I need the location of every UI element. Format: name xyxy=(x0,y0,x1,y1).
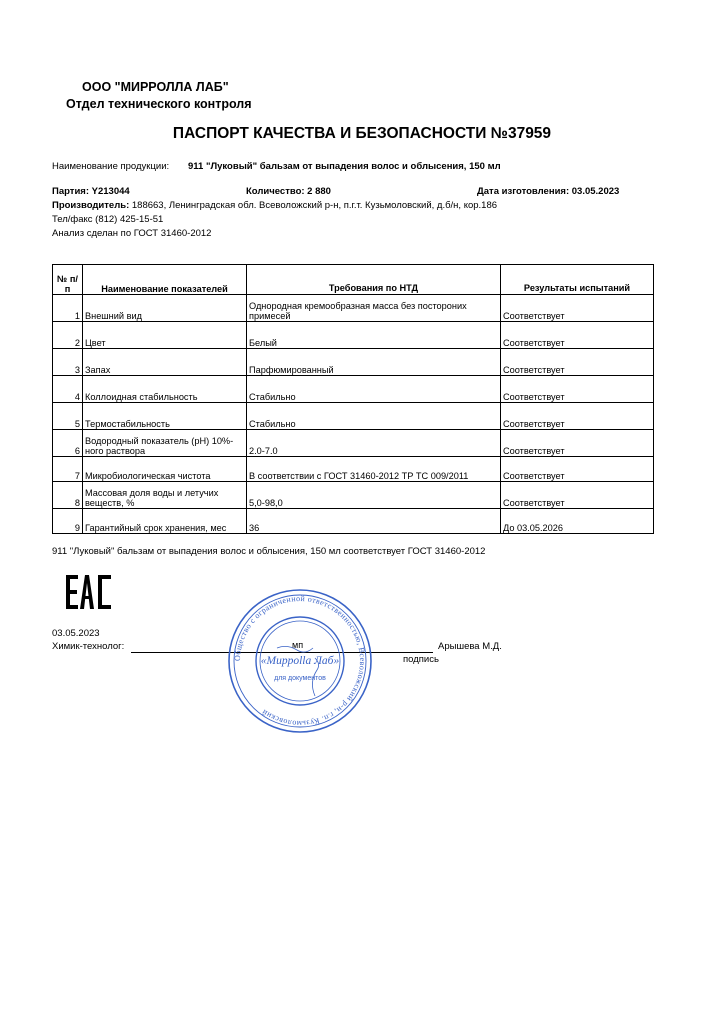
eac-mark-icon xyxy=(66,575,112,609)
manufacturer-address: 188663, Ленинградская обл. Всеволожский р-н, п.г.т. Кузьмоловский, д.б/н, кор.186 xyxy=(131,200,498,211)
row-result: Соответствует xyxy=(501,482,654,509)
row-num: 6 xyxy=(53,430,83,457)
table-row xyxy=(53,430,654,457)
row-result: Соответствует xyxy=(501,403,654,430)
row-num: 1 xyxy=(53,295,83,322)
row-result: Соответствует xyxy=(501,376,654,403)
row-requirement: Однородная кремообразная масса без посторониx примесей xyxy=(247,295,501,322)
stamp-place-label: мп xyxy=(292,640,304,650)
row-num: 5 xyxy=(53,403,83,430)
row-result: Соответствует xyxy=(501,322,654,349)
row-requirement: 2.0-7.0 xyxy=(247,430,501,457)
quantity-field xyxy=(246,186,331,197)
row-result: Соответствует xyxy=(501,295,654,322)
table-header-row xyxy=(53,265,654,295)
row-num: 3 xyxy=(53,349,83,376)
table-row xyxy=(53,457,654,482)
batch-field xyxy=(52,186,130,197)
row-result: Соответствует xyxy=(501,430,654,457)
header-results: Результаты испытаний xyxy=(501,265,654,295)
row-name: Запах xyxy=(83,349,247,376)
svg-text:Общество с ограниченной ответс: Общество с ограниченной ответственностью, Всеволожский р-н, г.п. Кузьмоловский xyxy=(232,593,368,729)
manufacture-date-value: 03.05.2023 xyxy=(571,186,620,197)
manufacture-date-label: Дата изготовления: xyxy=(477,186,570,197)
header-requirements: Требования по НТД xyxy=(247,265,501,295)
signature-date: 03.05.2023 xyxy=(52,628,100,639)
row-name: Термостабильность xyxy=(83,403,247,430)
row-num: 4 xyxy=(53,376,83,403)
batch-label: Партия: xyxy=(52,186,89,197)
table-row xyxy=(53,482,654,509)
product-value: 911 "Луковый" бальзам от выпадения волос и облысения, 150 мл xyxy=(188,161,501,172)
row-num: 8 xyxy=(53,482,83,509)
row-requirement: 36 xyxy=(247,509,501,534)
row-num: 7 xyxy=(53,457,83,482)
row-requirement: Белый xyxy=(247,322,501,349)
row-requirement: Стабильно xyxy=(247,403,501,430)
product-label: Наименование продукции: xyxy=(52,161,170,172)
quality-table xyxy=(52,264,654,534)
analysis-standard: Анализ сделан по ГОСТ 31460-2012 xyxy=(52,228,212,239)
manufacturer-line xyxy=(52,200,497,211)
table-row xyxy=(53,322,654,349)
table-row xyxy=(53,349,654,376)
row-num: 9 xyxy=(53,509,83,534)
header-num: № п/п xyxy=(53,265,83,295)
conclusion-text: 911 "Луковый" бальзам от выпадения волос и облысения, 150 мл соответствует ГОСТ 31460-2012 xyxy=(52,546,486,557)
stamp-center-text: «Миррolla Лаб» xyxy=(260,655,340,667)
manufacturer-label: Производитель: xyxy=(52,200,130,211)
row-name: Внешний вид xyxy=(83,295,247,322)
row-num: 2 xyxy=(53,322,83,349)
signature-caption: подпись xyxy=(403,654,439,665)
row-name: Гарантийный срок хранения, мес xyxy=(83,509,247,534)
row-result: До 03.05.2026 xyxy=(501,509,654,534)
table-row xyxy=(53,403,654,430)
row-requirement: 5,0-98,0 xyxy=(247,482,501,509)
table-row xyxy=(53,295,654,322)
row-name: Водородный показатель (pH) 10%-ного раствора xyxy=(83,430,247,457)
row-requirement: В соответствии с ГОСТ 31460-2012 ТР ТС 009/2011 xyxy=(247,457,501,482)
phone-line: Тел/факс (812) 425-15-51 xyxy=(52,214,164,225)
batch-value: Y213044 xyxy=(91,186,130,197)
stamp-sub-text: для документов xyxy=(274,675,326,682)
company-stamp xyxy=(227,588,373,734)
document-title: ПАСПОРТ КАЧЕСТВА И БЕЗОПАСНОСТИ №37959 xyxy=(172,125,552,142)
quantity-value: 2 880 xyxy=(307,186,331,197)
chemist-role: Химик-технолог: xyxy=(52,641,125,652)
row-requirement: Стабильно xyxy=(247,376,501,403)
row-name: Цвет xyxy=(83,322,247,349)
quantity-label: Количество: xyxy=(246,186,305,197)
department-name: Отдел технического контроля xyxy=(66,97,252,111)
row-result: Соответствует xyxy=(501,349,654,376)
company-name: ООО "МИРРОЛЛА ЛАБ" xyxy=(82,80,229,94)
manufacture-date-field xyxy=(477,186,619,197)
chemist-name: Арышева М.Д. xyxy=(438,641,502,652)
row-result: Соответствует xyxy=(501,457,654,482)
row-requirement: Парфюмированный xyxy=(247,349,501,376)
row-name: Коллоидная стабильность xyxy=(83,376,247,403)
table-row xyxy=(53,376,654,403)
row-name: Микробиологическая чистота xyxy=(83,457,247,482)
row-name: Массовая доля воды и летучих веществ, % xyxy=(83,482,247,509)
header-name: Наименование показателей xyxy=(83,265,247,295)
table-row xyxy=(53,509,654,534)
